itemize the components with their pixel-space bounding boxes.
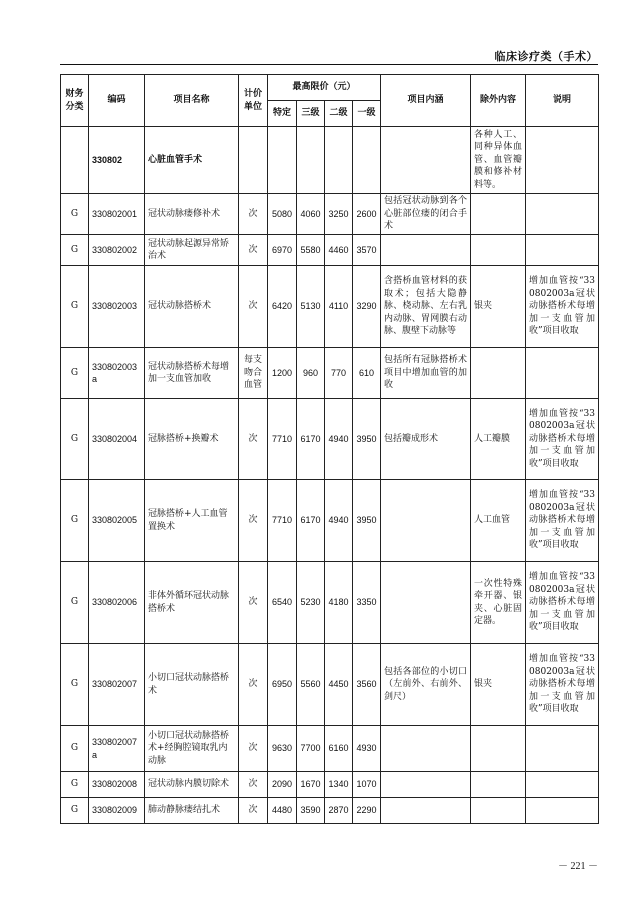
row-content [381, 772, 471, 798]
row-price-tier-3: 7700 [297, 726, 325, 772]
header-notes: 说明 [526, 75, 599, 127]
row-price-special: 4480 [268, 798, 297, 824]
row-excluded: 一次性特殊牵开器、银夹、心脏固定器。 [471, 562, 526, 644]
row-code: 330802007 [89, 644, 145, 726]
row-price-special: 5080 [268, 194, 297, 235]
table-row [61, 562, 599, 644]
row-code: 330802003a [89, 348, 145, 399]
row-excluded: 银夹 [471, 644, 526, 726]
section-code: 330802 [89, 127, 145, 194]
row-price-tier-2: 770 [325, 348, 353, 399]
row-excluded [471, 772, 526, 798]
row-price-tier-3: 4060 [297, 194, 325, 235]
header-max-price: 最高限价（元） [268, 75, 381, 101]
row-category: G [61, 480, 89, 562]
row-category: G [61, 772, 89, 798]
row-unit: 次 [239, 798, 268, 824]
row-price-tier-3: 6170 [297, 480, 325, 562]
row-excluded [471, 235, 526, 266]
row-content [381, 235, 471, 266]
table-row [61, 798, 599, 824]
row-price-tier-2: 1340 [325, 772, 353, 798]
header-code: 编码 [89, 75, 145, 127]
row-price-tier-2: 3250 [325, 194, 353, 235]
row-notes [526, 194, 599, 235]
section-name: 心脏血管手术 [145, 127, 239, 194]
row-notes [526, 726, 599, 772]
row-unit: 次 [239, 266, 268, 348]
header-name: 项目名称 [145, 75, 239, 127]
table-row [61, 266, 599, 348]
row-notes [526, 772, 599, 798]
row-content [381, 480, 471, 562]
row-name: 冠状动脉内膜切除术 [145, 772, 239, 798]
row-price-special: 6950 [268, 644, 297, 726]
row-price-tier-2: 4940 [325, 399, 353, 480]
row-unit: 次 [239, 480, 268, 562]
row-name: 小切口冠状动脉搭桥术+经胸腔镜取乳内动脉 [145, 726, 239, 772]
fee-schedule-table [60, 74, 599, 824]
row-price-tier-3: 6170 [297, 399, 325, 480]
row-content [381, 798, 471, 824]
header-row-1 [61, 75, 599, 101]
row-name: 冠状动脉搭桥术每增加一支血管加收 [145, 348, 239, 399]
row-price-tier-1: 2600 [353, 194, 381, 235]
table-row [61, 480, 599, 562]
section-category [61, 127, 89, 194]
row-price-tier-1: 3950 [353, 399, 381, 480]
row-category: G [61, 562, 89, 644]
row-notes: 增加血管按“330802003a冠状动脉搭桥术每增加一支血管加收”项目收取 [526, 644, 599, 726]
row-price-special: 6970 [268, 235, 297, 266]
row-notes: 增加血管按“330802003a冠状动脉搭桥术每增加一支血管加收”项目收取 [526, 562, 599, 644]
row-excluded [471, 798, 526, 824]
row-content: 包括所有冠脉搭桥术项目中增加血管的加收 [381, 348, 471, 399]
row-content: 含搭桥血管材料的获取术；包括大隐静脉、桡动脉、左右乳内动脉、胃网膜右动脉、腹壁下动脉等 [381, 266, 471, 348]
row-code: 330802002 [89, 235, 145, 266]
header-unit: 计价单位 [239, 75, 268, 127]
table-row [61, 194, 599, 235]
row-price-tier-3: 1670 [297, 772, 325, 798]
row-unit: 次 [239, 194, 268, 235]
row-content [381, 562, 471, 644]
row-code: 330802001 [89, 194, 145, 235]
row-category: G [61, 726, 89, 772]
row-code: 330802004 [89, 399, 145, 480]
table-row [61, 726, 599, 772]
row-price-special: 2090 [268, 772, 297, 798]
row-price-tier-1: 4930 [353, 726, 381, 772]
row-price-tier-1: 3560 [353, 644, 381, 726]
row-unit: 次 [239, 562, 268, 644]
row-name: 肺动静脉瘘结扎术 [145, 798, 239, 824]
row-unit: 次 [239, 726, 268, 772]
row-price-tier-3: 5560 [297, 644, 325, 726]
row-price-tier-3: 960 [297, 348, 325, 399]
row-category: G [61, 266, 89, 348]
row-notes: 增加血管按“330802003a冠状动脉搭桥术每增加一支血管加收”项目收取 [526, 480, 599, 562]
row-excluded: 银夹 [471, 266, 526, 348]
row-price-tier-3: 5580 [297, 235, 325, 266]
row-excluded: 人工血管 [471, 480, 526, 562]
row-unit: 次 [239, 399, 268, 480]
table-row [61, 235, 599, 266]
row-code: 330802005 [89, 480, 145, 562]
table-row [61, 644, 599, 726]
row-excluded [471, 194, 526, 235]
row-excluded [471, 726, 526, 772]
running-head: 临床诊疗类（手术） [494, 50, 598, 63]
header-tier-special: 特定 [268, 101, 297, 127]
row-price-tier-3: 5130 [297, 266, 325, 348]
row-price-tier-2: 4110 [325, 266, 353, 348]
row-price-tier-1: 3290 [353, 266, 381, 348]
row-name: 冠状动脉瘘修补术 [145, 194, 239, 235]
row-price-special: 7710 [268, 480, 297, 562]
row-unit: 次 [239, 644, 268, 726]
row-content: 包括冠状动脉到各个心脏部位瘘的闭合手术 [381, 194, 471, 235]
row-category: G [61, 194, 89, 235]
header-excluded: 除外内容 [471, 75, 526, 127]
row-price-tier-2: 6160 [325, 726, 353, 772]
row-price-tier-1: 3570 [353, 235, 381, 266]
row-category: G [61, 644, 89, 726]
row-code: 330802003 [89, 266, 145, 348]
section-row [61, 127, 599, 194]
row-price-tier-3: 3590 [297, 798, 325, 824]
row-price-tier-2: 2870 [325, 798, 353, 824]
section-excluded: 各种人工、同种异体血管、血管瓣膜和修补材料等。 [471, 127, 526, 194]
row-name: 冠状动脉搭桥术 [145, 266, 239, 348]
row-price-tier-3: 5230 [297, 562, 325, 644]
table-row [61, 399, 599, 480]
row-name: 冠状动脉起源异常矫治术 [145, 235, 239, 266]
row-notes [526, 348, 599, 399]
row-price-tier-1: 3350 [353, 562, 381, 644]
row-notes [526, 798, 599, 824]
row-price-tier-2: 4940 [325, 480, 353, 562]
header-tier-3: 三级 [297, 101, 325, 127]
row-code: 330802007a [89, 726, 145, 772]
header-content: 项目内涵 [381, 75, 471, 127]
row-content [381, 726, 471, 772]
row-name: 小切口冠状动脉搭桥术 [145, 644, 239, 726]
row-unit: 次 [239, 235, 268, 266]
row-excluded: 人工瓣膜 [471, 399, 526, 480]
row-category: G [61, 235, 89, 266]
table-row [61, 348, 599, 399]
row-unit: 每支吻合血管 [239, 348, 268, 399]
header-category: 财务分类 [61, 75, 89, 127]
header-tier-2: 二级 [325, 101, 353, 127]
row-notes: 增加血管按“330802003a冠状动脉搭桥术每增加一支血管加收”项目收取 [526, 266, 599, 348]
row-excluded [471, 348, 526, 399]
row-price-special: 6420 [268, 266, 297, 348]
row-category: G [61, 348, 89, 399]
row-code: 330802009 [89, 798, 145, 824]
row-name: 冠脉搭桥+人工血管置换术 [145, 480, 239, 562]
row-content: 包括各部位的小切口（左前外、右前外、剑尺） [381, 644, 471, 726]
row-price-tier-1: 610 [353, 348, 381, 399]
row-price-special: 1200 [268, 348, 297, 399]
row-price-tier-1: 2290 [353, 798, 381, 824]
row-price-special: 9630 [268, 726, 297, 772]
row-unit: 次 [239, 772, 268, 798]
row-category: G [61, 399, 89, 480]
row-category: G [61, 798, 89, 824]
row-code: 330802006 [89, 562, 145, 644]
row-code: 330802008 [89, 772, 145, 798]
table-row [61, 772, 599, 798]
row-price-special: 6540 [268, 562, 297, 644]
row-notes [526, 235, 599, 266]
row-price-tier-2: 4460 [325, 235, 353, 266]
page-number: － 221 － [558, 861, 598, 872]
row-price-tier-1: 1070 [353, 772, 381, 798]
header-rule [60, 64, 598, 65]
row-name: 非体外循环冠状动脉搭桥术 [145, 562, 239, 644]
header-tier-1: 一级 [353, 101, 381, 127]
row-price-tier-1: 3950 [353, 480, 381, 562]
row-content: 包括瓣成形术 [381, 399, 471, 480]
row-price-tier-2: 4450 [325, 644, 353, 726]
row-notes: 增加血管按“330802003a冠状动脉搭桥术每增加一支血管加收”项目收取 [526, 399, 599, 480]
row-name: 冠脉搭桥+换瓣术 [145, 399, 239, 480]
row-price-tier-2: 4180 [325, 562, 353, 644]
row-price-special: 7710 [268, 399, 297, 480]
